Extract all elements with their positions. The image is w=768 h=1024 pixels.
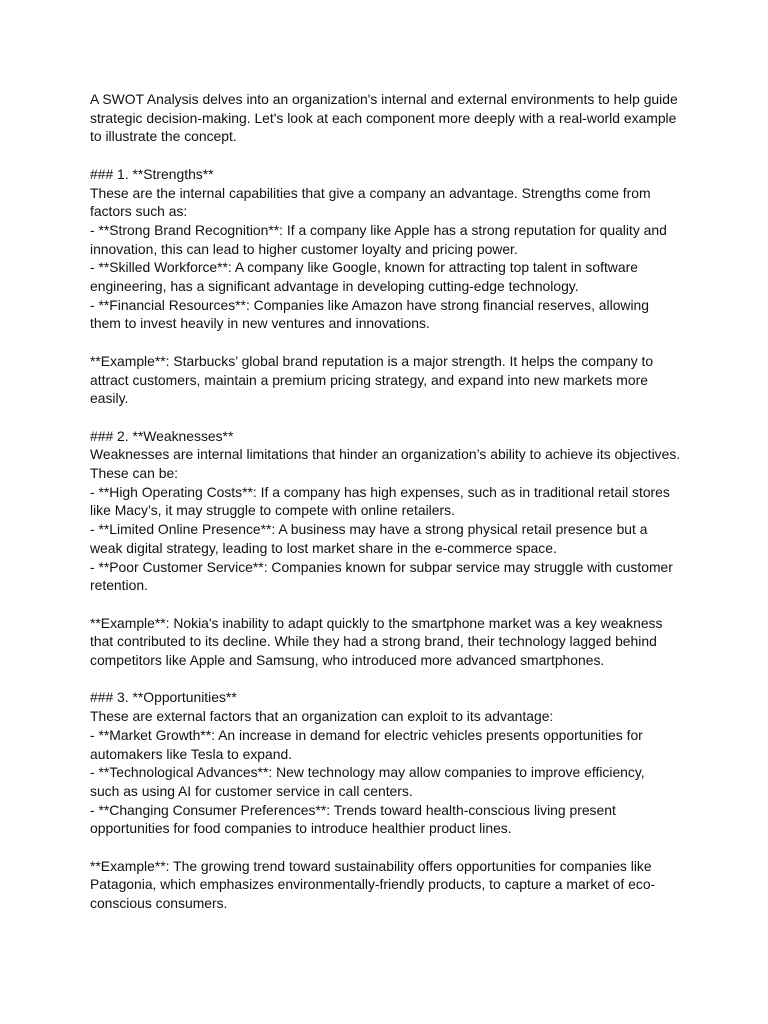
- strengths-example: [90, 352, 690, 408]
- strengths-example-line: attract customers, maintain a premium pricing strategy, and expand into new markets more: [90, 371, 648, 388]
- weaknesses-heading: ### 2. **Weaknesses**: [90, 427, 234, 444]
- intro-paragraph: [90, 90, 690, 146]
- opportunities-body-line: - **Changing Consumer Preferences**: Trends toward health-conscious living present: [90, 801, 616, 818]
- opportunities-body-line: - **Market Growth**: An increase in demand for electric vehicles presents opportunities for: [90, 726, 643, 743]
- weaknesses-body-line: - **Limited Online Presence**: A business may have a strong physical retail presence but a: [90, 521, 648, 538]
- opportunities-body-line: automakers like Tesla to expand.: [90, 745, 293, 762]
- weaknesses-body-line: - **Poor Customer Service**: Companies known for subpar service may struggle with customer: [90, 558, 673, 575]
- opportunities-body-line: opportunities for food companies to introduce healthier product lines.: [90, 820, 512, 837]
- weaknesses-example: [90, 614, 690, 670]
- intro-line: A SWOT Analysis delves into an organization's internal and external environments to help guide: [90, 91, 678, 107]
- strengths-example-line: **Example**: Starbucks’ global brand reputation is a major strength. It helps the company to: [90, 352, 654, 369]
- strengths-body-line: factors such as:: [90, 203, 188, 220]
- strengths-heading: ### 1. **Strengths**: [90, 165, 214, 182]
- weaknesses-body-line: - **High Operating Costs**: If a company has high expenses, such as in traditional retail stores: [90, 483, 670, 500]
- document-page: [90, 90, 690, 932]
- weaknesses-section: [90, 427, 690, 595]
- opportunities-example-line: conscious consumers.: [90, 895, 228, 912]
- strengths-section: [90, 165, 690, 333]
- weaknesses-body-line: Weaknesses are internal limitations that hinder an organization’s ability to achieve its objectives.: [90, 446, 681, 463]
- weaknesses-body-line: These can be:: [90, 465, 179, 482]
- opportunities-example-line: **Example**: The growing trend toward sustainability offers opportunities for companies like: [90, 857, 652, 874]
- opportunities-heading: ### 3. **Opportunities**: [90, 689, 237, 706]
- opportunities-section: [90, 688, 690, 838]
- intro-line: to illustrate the concept.: [90, 128, 237, 145]
- opportunities-body-line: These are external factors that an organization can exploit to its advantage:: [90, 708, 554, 725]
- opportunities-body-line: such as using AI for customer service in call centers.: [90, 782, 413, 799]
- strengths-example-line: easily.: [90, 390, 129, 407]
- weaknesses-body-line: like Macy’s, it may struggle to compete with online retailers.: [90, 502, 455, 519]
- strengths-body-line: them to invest heavily in new ventures and innovations.: [90, 315, 430, 332]
- strengths-body-line: - **Strong Brand Recognition**: If a company like Apple has a strong reputation for quality and: [90, 221, 667, 238]
- opportunities-example-line: Patagonia, which emphasizes environmentally-friendly products, to capture a market of eco-: [90, 876, 656, 893]
- strengths-body-line: - **Skilled Workforce**: A company like Google, known for attracting top talent in software: [90, 259, 638, 276]
- intro-line: strategic decision-making. Let's look at each component more deeply with a real-world example: [90, 109, 677, 126]
- weaknesses-body-line: retention.: [90, 577, 148, 594]
- weaknesses-example-line: that contributed to its decline. While they had a strong brand, their technology lagged behind: [90, 633, 657, 650]
- opportunities-body-line: - **Technological Advances**: New technology may allow companies to improve efficiency,: [90, 764, 645, 781]
- strengths-body-line: These are the internal capabilities that give a company an advantage. Strengths come from: [90, 184, 651, 201]
- weaknesses-body-line: weak digital strategy, leading to lost market share in the e-commerce space.: [90, 539, 557, 556]
- opportunities-example: [90, 857, 690, 913]
- weaknesses-example-line: competitors like Apple and Samsung, who introduced more advanced smartphones.: [90, 652, 605, 669]
- strengths-body-line: engineering, has a significant advantage in developing cutting-edge technology.: [90, 278, 579, 295]
- strengths-body-line: innovation, this can lead to higher customer loyalty and pricing power.: [90, 240, 518, 257]
- strengths-body-line: - **Financial Resources**: Companies like Amazon have strong financial reserves, allowing: [90, 296, 649, 313]
- weaknesses-example-line: **Example**: Nokia's inability to adapt quickly to the smartphone market was a key weakness: [90, 614, 663, 631]
